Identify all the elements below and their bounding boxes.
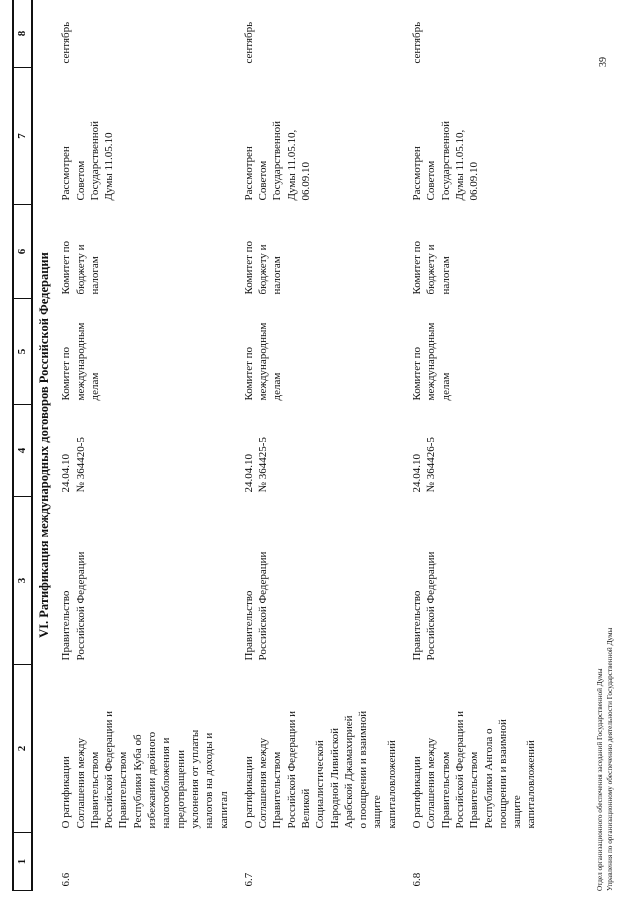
registration-number: № 364426-5 <box>425 437 438 493</box>
column-header: 8 <box>13 0 32 68</box>
bill-initiator: Правительство Российской Федерации <box>411 551 438 661</box>
registration-date: 24.04.10 <box>60 454 73 493</box>
registration-number: № 364425-5 <box>257 437 270 493</box>
page-footer <box>596 628 615 891</box>
review-term: сентябрь <box>411 21 424 64</box>
registration-cell <box>237 405 405 497</box>
bill-initiator: Правительство Российской Федерации <box>60 551 87 661</box>
column-header: 5 <box>13 299 32 405</box>
responsible-committee: Комитет по международным делам <box>411 322 452 401</box>
column-header: 7 <box>13 68 32 205</box>
column-header: 3 <box>13 497 32 665</box>
row-number: 6.8 <box>411 872 424 887</box>
footer-line: Отдел организационного обеспечения заседаний Государственной Думы <box>596 668 604 891</box>
column-number-header-row <box>13 0 32 891</box>
column-header: 1 <box>13 833 32 891</box>
co-executor-committee: Комитет по бюджету и налогам <box>411 240 452 295</box>
registration-number: № 364420-5 <box>74 437 87 493</box>
section-heading-row <box>32 0 54 891</box>
co-executor-committee: Комитет по бюджету и налогам <box>60 240 101 295</box>
registration-cell <box>405 405 545 497</box>
table-row <box>54 0 237 891</box>
registration-date: 24.04.10 <box>242 454 255 493</box>
table-row <box>405 0 545 891</box>
column-header: 6 <box>13 205 32 299</box>
co-executor-committee: Комитет по бюджету и налогам <box>242 240 284 295</box>
bill-initiator: Правительство Российской Федерации <box>242 551 270 661</box>
row-number: 6.7 <box>242 872 255 887</box>
section-title: VI. Ратификация международных договоров Российской Федерации <box>37 252 51 638</box>
registration-date: 24.04.10 <box>411 454 424 493</box>
bill-title: О ратификации Соглашения между Правительством Российской Федерации и Правительством Республики Ангола о поощрении и взаимной защите капиталовложений <box>411 710 538 829</box>
review-status: Рассмотрен Советом Государственной Думы 11.05.10 <box>60 120 116 201</box>
column-header: 4 <box>13 405 32 497</box>
page-number: 39 <box>598 57 609 67</box>
review-term: сентябрь <box>60 21 73 64</box>
bill-title: О ратификации Соглашения между Правительством Российской Федерации и Правительством Республики Куба об избежании двойного налогообложения и предотвращении уклонения от уплаты налогов на доходы и капитал <box>60 710 230 829</box>
review-status: Рассмотрен Советом Государственной Думы 11.05.10, 06.09.10 <box>242 120 312 201</box>
bill-title: О ратификации Соглашения между Правительством Российской Федерации и Великой Социалистической Народной Ливийской Арабской Джамахирией о поощрении и взаимной защите капиталовложений <box>242 710 398 829</box>
registration-cell <box>54 405 237 497</box>
review-status: Рассмотрен Советом Государственной Думы 11.05.10, 06.09.10 <box>411 120 481 201</box>
footer-line: Управления по организационному обеспечению деятельности Государственной Думы <box>605 627 614 891</box>
responsible-committee: Комитет по международным делам <box>60 322 101 401</box>
responsible-committee: Комитет по международным делам <box>242 322 284 401</box>
review-term: сентябрь <box>242 21 255 64</box>
row-number: 6.6 <box>60 872 73 887</box>
column-header: 2 <box>13 665 32 833</box>
table-row <box>237 0 405 891</box>
legislation-table <box>12 0 545 891</box>
